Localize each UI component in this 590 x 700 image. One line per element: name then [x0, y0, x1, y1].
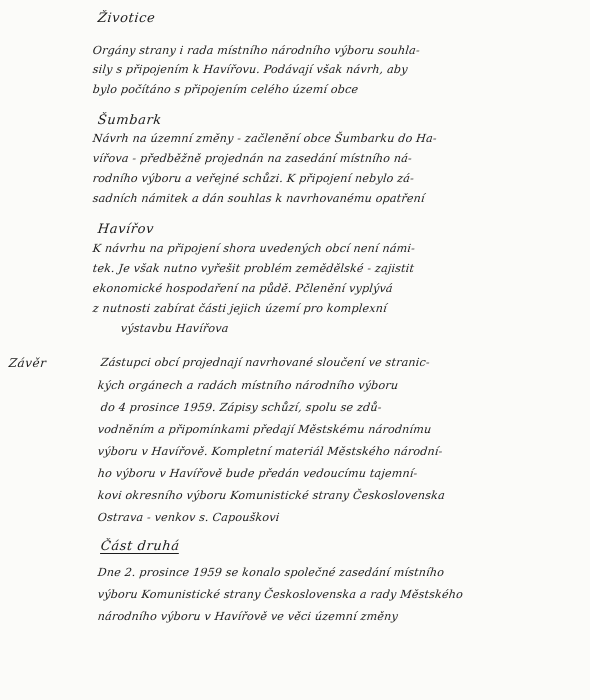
text-line: národního výboru v Havířově ve věci územní změny — [97, 610, 399, 623]
text-line: Ostrava - venkov s. Capouškovi — [97, 511, 281, 524]
text-line: vířova - předběžně projednán na zasedání místního ná- — [92, 152, 413, 165]
text-line: kých orgánech a radách místního národního výboru — [97, 379, 399, 392]
heading-zivotice: Životice — [97, 11, 157, 26]
text-line: rodního výboru a veřejné schůzi. K připojení nebylo zá- — [92, 172, 415, 185]
text-line: výboru v Havířově. Kompletní materiál Městského národní- — [97, 445, 444, 458]
text-line: Dne 2. prosince 1959 se konalo společné zasedání místního — [97, 566, 445, 579]
heading-sumbark: Šumbark — [97, 113, 163, 128]
text-line: ho výboru v Havířově bude předán vedoucímu tajemní- — [97, 467, 419, 480]
margin-label-conclusion: Závěr — [8, 356, 48, 370]
text-line: vodněním a připomínkami předají Městskému národnímu — [97, 423, 433, 436]
text-line: do 4 prosince 1959. Zápisy schůzí, spolu se zdů- — [100, 401, 383, 414]
text-line: výstavbu Havířova — [120, 322, 230, 335]
text-line: Návrh na územní změny - začlenění obce Šumbarku do Ha- — [92, 132, 438, 145]
text-line: výboru Komunistické strany Československa a rady Městského — [97, 588, 464, 601]
text-line: z nutnosti zabírat části jejich území pro komplexní — [92, 302, 388, 315]
text-line: Orgány strany i rada místního národního výboru souhla- — [92, 44, 421, 57]
text-line: bylo počítáno s připojením celého území obce — [92, 83, 359, 96]
text-line: kovi okresního výboru Komunistické strany Československa — [97, 489, 446, 502]
text-line: K návrhu na připojení shora uvedených obcí není námi- — [92, 242, 416, 255]
text-line: sily s připojením k Havířovu. Podávají však návrh, aby — [92, 63, 409, 76]
text-line: sadních námitek a dán souhlas k navrhovanému opatření — [92, 192, 426, 205]
text-line: tek. Je však nutno vyřešit problém zemědělské - zajistit — [92, 262, 415, 275]
text-line: Zástupci obcí projednají navrhované sloučení ve stranic- — [100, 356, 431, 369]
text-line: ekonomické hospodaření na půdě. Pčlenění vyplývá — [92, 282, 394, 295]
heading-part-two: Část druhá — [100, 539, 181, 554]
heading-havirov: Havířov — [97, 222, 155, 237]
